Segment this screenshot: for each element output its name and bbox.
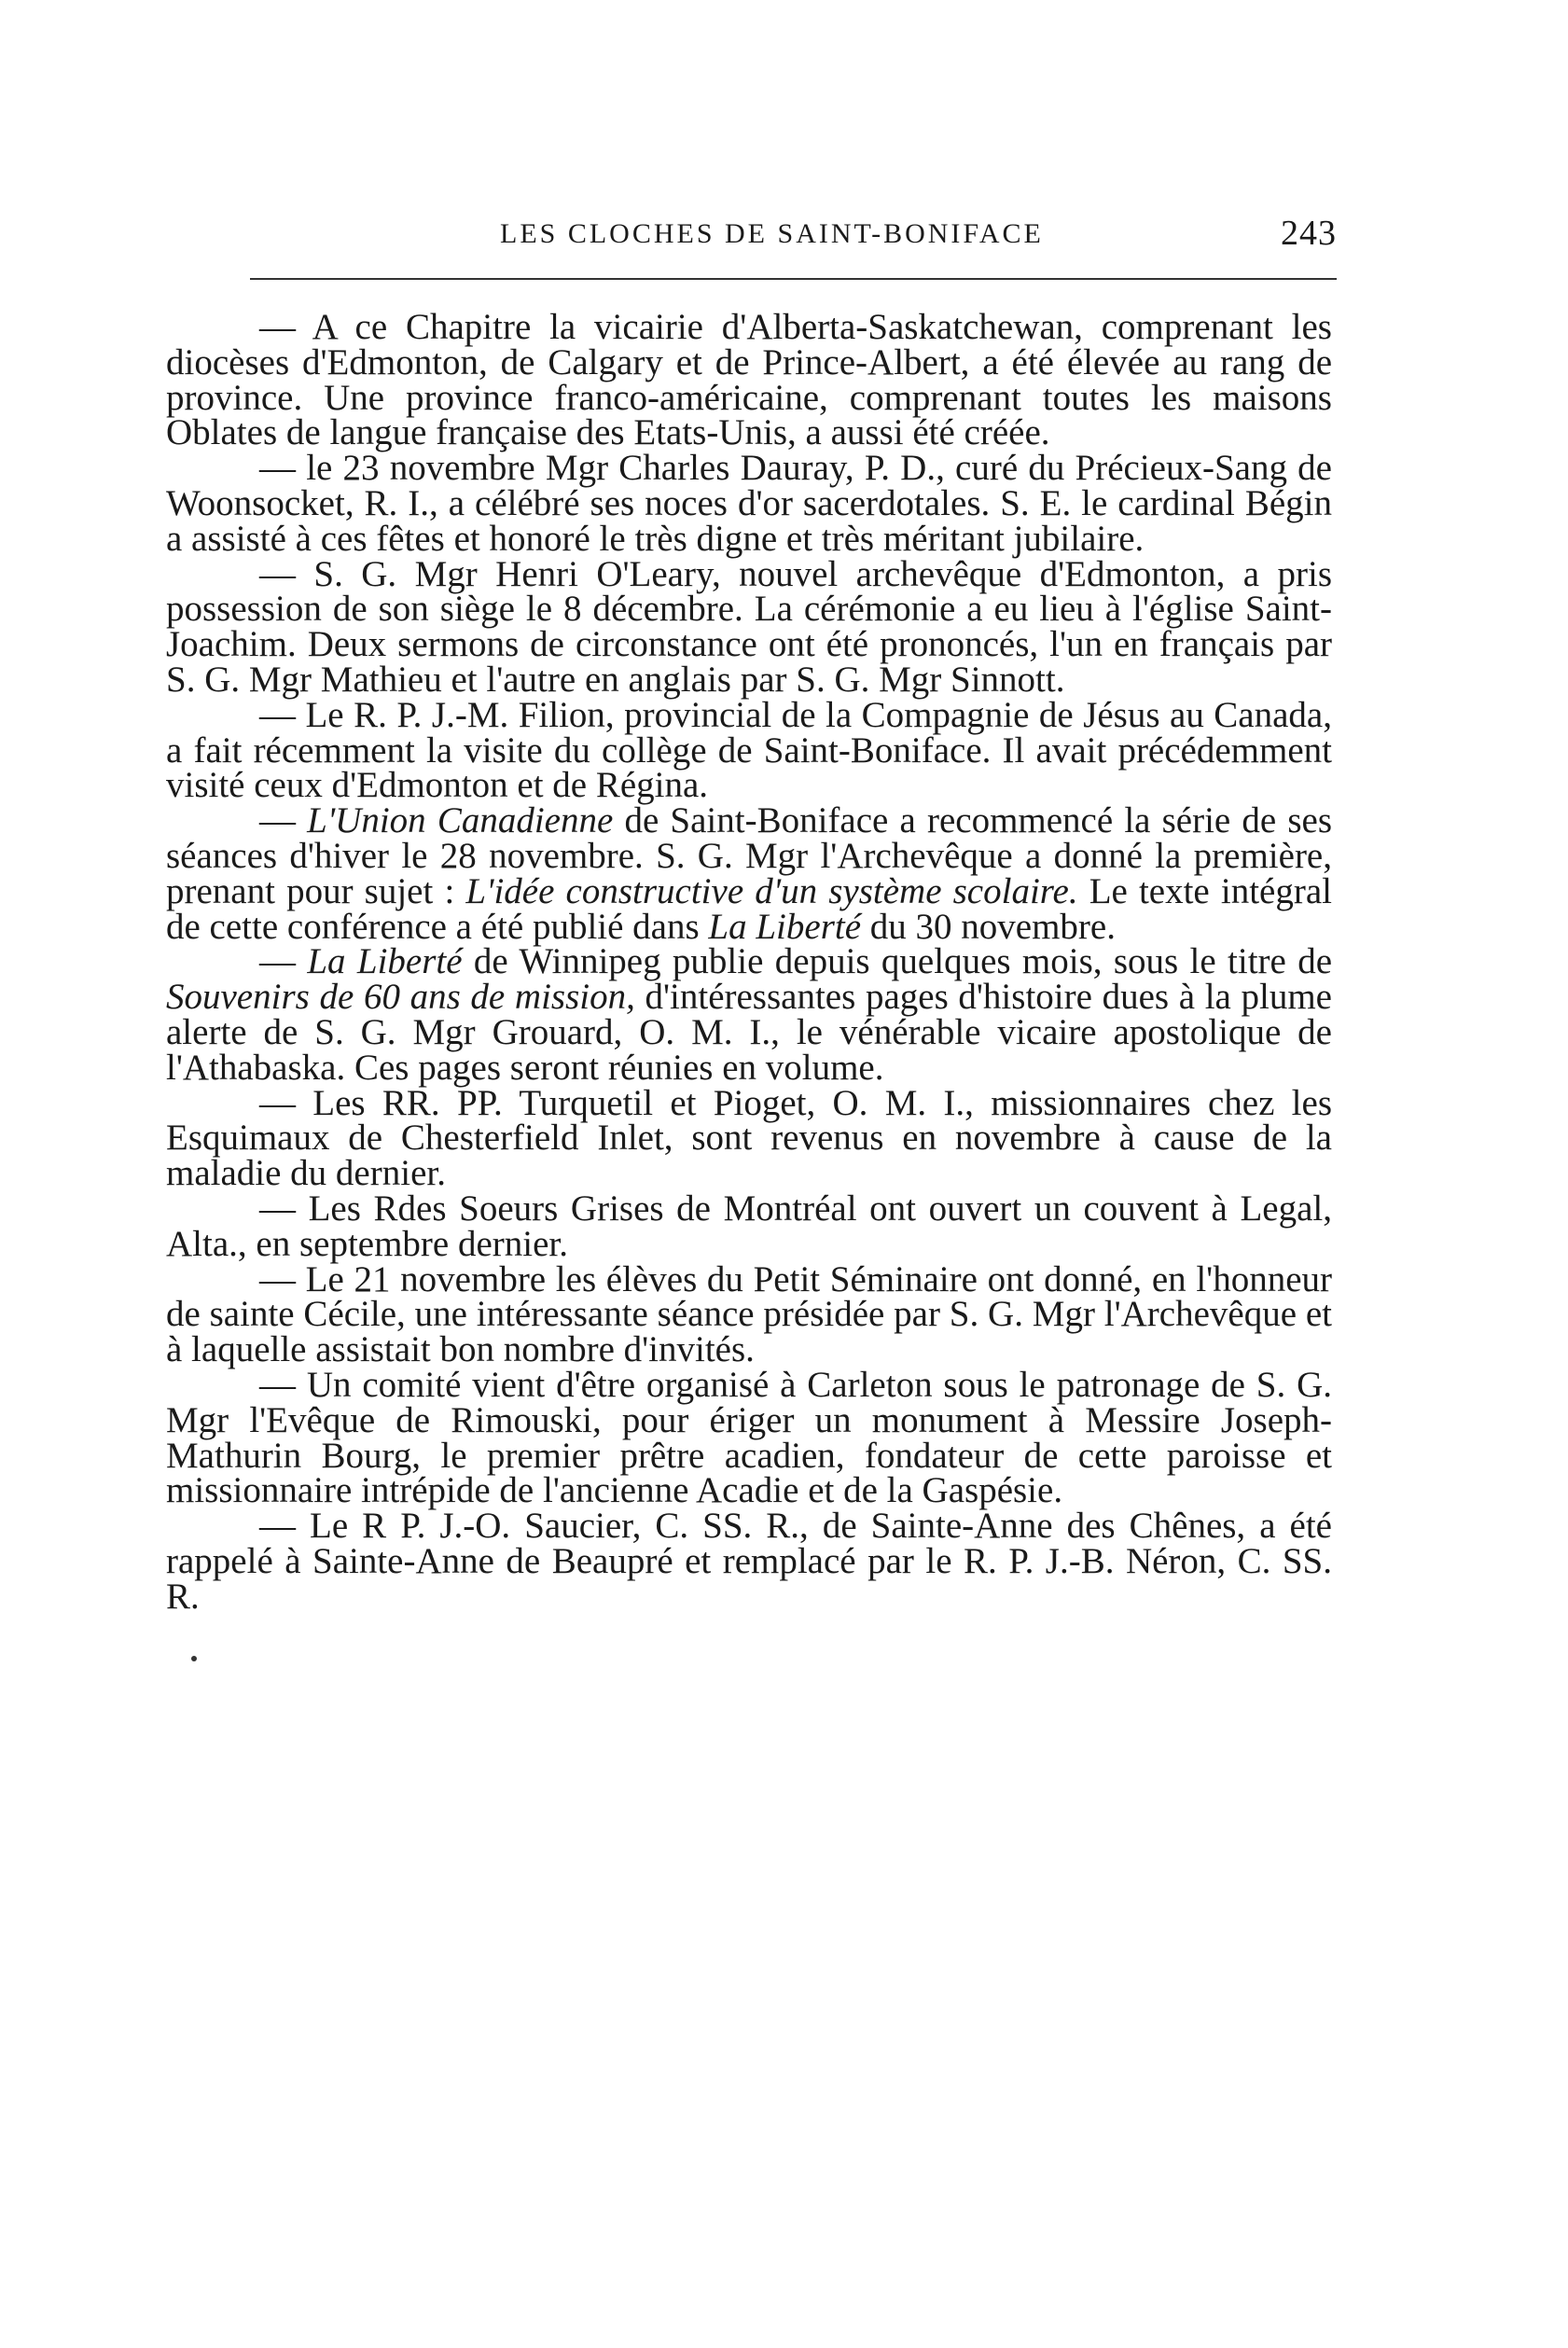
- paragraph: — Un comité vient d'être organisé à Carleton sous le patronage de S. G. Mgr l'Evêque de Rimouski, pour ériger un monument à Messire Joseph-Mathurin Bourg, le premier prêtre acadien, fondateur de cette paroisse et missionnaire intrépide de l'ancienne Acadie et de la Gaspésie.: [166, 1364, 1332, 1511]
- italic-title: La Liberté: [708, 906, 862, 947]
- paragraph: — Le R. P. J.-M. Filion, provincial de la Compagnie de Jésus au Canada, a fait récemment la visite du collège de Saint-Boniface. Il avait précédemment visité ceux d'Edmonton et de Régina.: [166, 694, 1332, 806]
- paragraph-text: de Winnipeg publie depuis quelques mois, sous le titre de: [462, 941, 1333, 982]
- paragraph-text: d'intéressantes pages d'histoire dues à la plume alerte de S. G. Mgr Grouard, O. M. I., le vénérable vicaire apostolique de l'Athabaska. Ces pages seront réunies en volume.: [166, 977, 1332, 1088]
- paragraph: — Le 21 novembre les élèves du Petit Séminaire ont donné, en l'honneur de sainte Cécile, une intéressante séance présidée par S. G. Mgr l'Archevêque et à laquelle assistait bon nombre d'invités.: [166, 1258, 1332, 1370]
- paragraph-text: de Saint-Boniface a recommencé la série de ses séances d'hiver le 28 novembre. S. G. Mgr l'Archevêque a donné la première, prenant pour sujet :: [166, 800, 1333, 911]
- page-number: 243: [1281, 214, 1337, 253]
- paragraph-text: —: [259, 800, 308, 841]
- paragraph: — le 23 novembre Mgr Charles Dauray, P. D., curé du Précieux-Sang de Woonsocket, R. I., a célébré ses noces d'or sacerdotales. S. E. le cardinal Bégin a assisté à ces fêtes et honoré le très digne et très méritant jubilaire.: [166, 448, 1332, 559]
- paragraph-text: Le texte intégral de cette conférence a été publié dans: [166, 870, 1332, 947]
- paragraph: — Les Rdes Soeurs Grises de Montréal ont ouvert un couvent à Legal, Alta., en septembre dernier.: [166, 1188, 1332, 1264]
- paragraph: — Les RR. PP. Turquetil et Pioget, O. M. I., missionnaires chez les Esquimaux de Chesterfield Inlet, sont revenus en novembre à cause de la maladie du dernier.: [166, 1082, 1332, 1194]
- italic-title: Souvenirs de 60 ans de mission,: [166, 977, 635, 1018]
- italic-title: La Liberté: [307, 941, 463, 982]
- paragraph: — Le R P. J.-O. Saucier, C. SS. R., de Sainte-Anne des Chênes, a été rappelé à Sainte-Anne de Beaupré et remplacé par le R. P. J.-B. Néron, C. SS. R.: [166, 1506, 1332, 1617]
- paragraph: — S. G. Mgr Henri O'Leary, nouvel archevêque d'Edmonton, a pris possession de son siège le 8 décembre. La cérémonie a eu lieu à l'église Saint-Joachim. Deux sermons de circonstance ont été prononcés, l'un en français par S. G. Mgr Mathieu et l'autre en anglais par S. G. Mgr Sinnott.: [166, 553, 1332, 700]
- header-rule: [250, 278, 1337, 280]
- running-title: LES CLOCHES DE SAINT-BONIFACE: [500, 218, 1044, 249]
- italic-title: L'Union Canadienne: [307, 800, 614, 841]
- body-text: [166, 307, 1333, 1617]
- paragraph-text: du 30 novembre.: [861, 906, 1116, 947]
- paragraph-text: —: [259, 941, 308, 982]
- paragraph: — A ce Chapitre la vicairie d'Alberta-Saskatchewan, comprenant les diocèses d'Edmonton, de Calgary et de Prince-Albert, a été élevée au rang de province. Une province franco-américaine, comprenant toutes les maisons Oblates de langue française des Etats-Unis, a aussi été créée.: [166, 307, 1332, 453]
- paragraph: [166, 800, 1333, 947]
- running-head: [250, 213, 1337, 259]
- stray-mark: [191, 1656, 197, 1661]
- italic-title: L'idée constructive d'un système scolaire.: [465, 870, 1078, 911]
- paragraph: [166, 941, 1333, 1088]
